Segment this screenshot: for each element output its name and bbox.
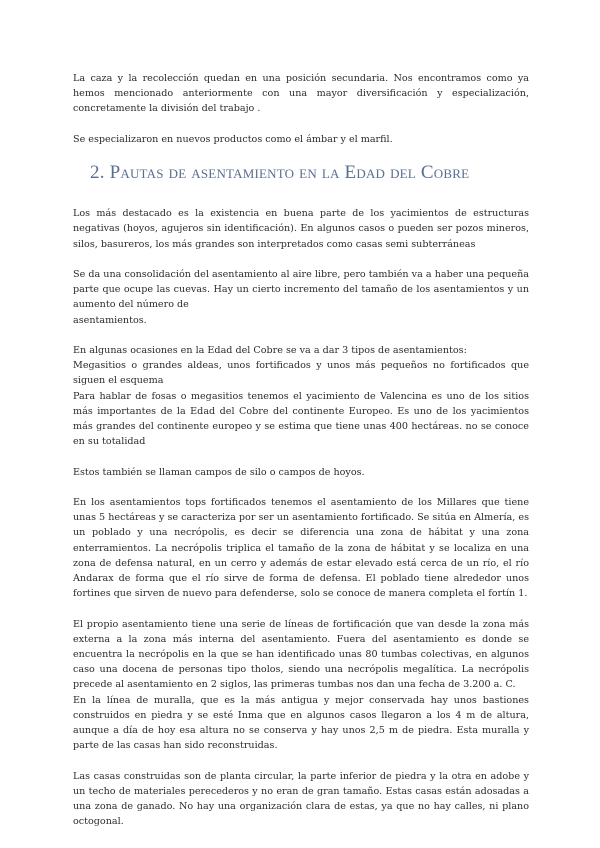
text-line: Se da una consolidación del asentamiento al aire libre, pero también va a haber una pequeña parte que ocupe las cuevas. Hay un cierto incremento del tamaño de los asentamientos y un aumento del número de asentamientos. [73,268,529,326]
paragraph-fortification [73,617,529,754]
document-body [73,71,529,845]
paragraph-settlement-types [73,343,529,449]
paragraph-open-air-settlement [73,267,529,328]
paragraph-hunting: La caza y la recolección quedan en una posición secundaria. Nos encontramos como ya hemos mencionado anteriormente con una mayor diversificación y especialización, concretamente la división del trabajo . [73,73,529,115]
paragraph-houses: Las casas construidas son de planta circular, la parte inferior de piedra y la otra en adobe y un techo de materiales perecederos y no eran de gran tamaño. Estas casas están adosadas a una zona de ganado. No hay una organización clara de estas, ya que no hay calles, ni plano octogonal. [73,770,529,828]
paragraph-negative-structures: Los más destacado es la existencia en buena parte de los yacimientos de estructuras negativas (hoyos, agujeros sin identificación). En algunos casos o pueden ser pozos mineros, silos, basureros, los más grandes son interpretados como casas semi subterráneas [73,208,529,250]
paragraph-specialization: Se especializaron en nuevos productos como el ámbar y el marfil. [73,133,393,145]
text-line: En algunas ocasiones en la Edad del Cobre se va a dar 3 tipos de asentamientos: Megasitios o grandes aldeas, unos fortificados y unos más pequeños no fortificados que siguen el esquema Para hablar de fosas o megasitios tenemos el yacimiento de Valencina es uno de los sitios más importantes de la Edad del Cobre del continente Europeo. Es uno de los yacimientos más grandes del continente europeo y se estima que tiene unas 400 hectáreas. no se conoce en su totalidad [73,344,529,448]
text-line: El propio asentamiento tiene una serie de líneas de fortificación que van desde la zona más externa a la zona más interna del asentamiento. Fuera del asentamiento es donde se encuentra la necrópolis en la que se han identificado unas 80 tumbas colectivas, en algunos caso una docena de personas tipo tholos, siendo una necrópolis megalítica. La necrópolis precede al asentamiento en 2 siglos, las primeras tumbas nos dan una fecha de 3.200 a. C. En la línea de muralla, que es la más antigua y mejor conservada hay unos bastiones construidos en piedra y se esté Inma que en algunos casos llegaron a los 4 m de altura, aunque a día de hoy esa altura no se conserva y hay unos 2,5 m de piedra. Esta muralla y parte de las casas han sido reconstruidas. [73,618,529,752]
paragraph-silo-fields: Estos también se llaman campos de silo o campos de hoyos. [73,466,365,478]
section-heading: 2. Pautas de asentamiento en la Edad del Cobre [90,162,470,184]
paragraph-los-millares: En los asentamientos tops fortificados tenemos el asentamiento de los Millares que tiene unas 5 hectáreas y se caracteriza por ser un asentamiento fortificado. Se sitúa en Almería, es un poblado y una necrópolis, es decir se diferencia una zona de hábitat y una zona enterramientos. La necrópolis triplica el tamaño de la zona de hábitat y se localiza en una zona de defensa natural, en un cerro y además de estar elevado está cerca de un río, el río Andarax de forma que el río sirve de forma de defensa. El poblado tiene alrededor unos fortines que sirven de nuevo para defenderse, solo se conoce de manera completa el fortín 1. [73,496,529,600]
